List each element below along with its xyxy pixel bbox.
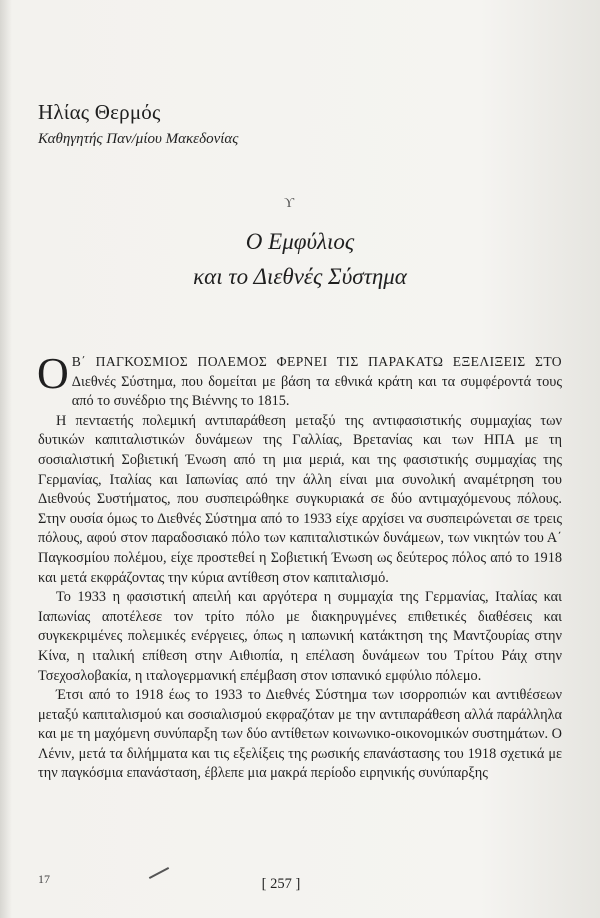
- author-name: Ηλίας Θερμός: [38, 100, 161, 124]
- paragraph-2: Η πενταετής πολεμική αντιπαράθεση μεταξύ της αντιφασιστικής συμμαχίας των δυτικών καπιταλιστικών δυνάμεων της Γαλλίας, Βρετανίας και των ΗΠΑ με τη σοσιαλιστική Σοβιετική Ένωση από τη μια μεριά, και της φασιστικής συμμαχίας της Γερμανίας, Ιταλίας και Ιαπωνίας από την άλλη είναι μια συνολική αναμέτρηση του Διεθνούς Συστήματος, που συσπειρώθηκε συγκυριακά σε δύο αντιμαχόμενους πόλους. Στην ουσία όμως το Διεθνές Σύστημα από το 1933 είχε αρχίσει να συσπειρώνεται σε τρεις πόλους, αφού στον παραδοσιακό πόλο των καπιταλιστικών δυνάμεων, των νικητών του Α΄ Παγκοσμίου πολέμου, είχε προστεθεί η Σοβιετική Ένωση ως δεύτερος πόλος από το 1918 και μετά εκφράζοντας την κύρια αντίθεση στον καπιταλισμό.: [38, 412, 562, 586]
- article-body: [37, 349, 562, 784]
- paragraph-1: [37, 349, 562, 412]
- author-affiliation: Καθηγητής Παν/μίου Μακεδονίας: [38, 131, 239, 147]
- folio-number: 17: [38, 872, 50, 886]
- paragraph-3: Το 1933 η φασιστική απειλή και αργότερα η συμμαχία της Γερμανίας, Ιταλίας και Ιαπωνίας αποτέλεσε τον τρίτο πόλο με διακηρυγμένες επιθετικές διαθέσεις και συγκεκριμένες πολεμικές ενέργειες, όπως η ιαπωνική κατάκτηση της Μαντζουρίας στην Κίνα, η ιταλική επίθεση στην Αιθιοπία, η επέλαση δυνάμεων του Τρίτου Ράιχ στην Τσεχοσλοβακία, η ιταλογερμανική επέμβαση στον ισπανικό εμφύλιο πόλεμο.: [38, 589, 562, 684]
- chapter-title-line-1: Ο Εμφύλιος: [245, 229, 355, 254]
- binding-shadow: [0, 0, 12, 918]
- pencil-mark: [149, 867, 169, 879]
- chapter-title-line-2: και το Διεθνές Σύστημα: [193, 264, 407, 289]
- drop-cap: Ο: [37, 349, 69, 398]
- lead-small-caps: Β΄ ΠΑΓΚΟΣΜΙΟΣ ΠΟΛΕΜΟΣ ΦΕΡΝΕΙ ΤΙΣ ΠΑΡΑΚΑΤΩ ΕΞΕΛΙΞΕΙΣ ΣΤΟ: [71, 354, 562, 369]
- paragraph-4: Έτσι από το 1918 έως το 1933 το Διεθνές Σύστημα των ισορροπιών και αντιθέσεων μεταξύ καπιταλισμού και σοσιαλισμού εκφραζόταν με την αντιπαράθεση αλλά παράλληλα και με τη μαχόμενη συνύπαρξη των δύο αντίθετων κοινωνικο-οικονομικών συστημάτων. Ο Λένιν, μετά τα διλήμματα και τις εξελίξεις της ρωσικής επανάστασης του 1918 σχετικά με την παγκόσμια επανάσταση, έβλεπε μια μακρά περίοδο ειρηνικής συνύπαρξης: [38, 687, 562, 782]
- paragraph-1-text: Διεθνές Σύστημα, που δομείται με βάση τα εθνικά κράτη και τα συμφέροντά τους από το συνέδριο της Βιέννης το 1815.: [71, 373, 562, 410]
- ornament-mark: ϒ: [284, 196, 295, 211]
- page-number: [ 257 ]: [261, 876, 301, 892]
